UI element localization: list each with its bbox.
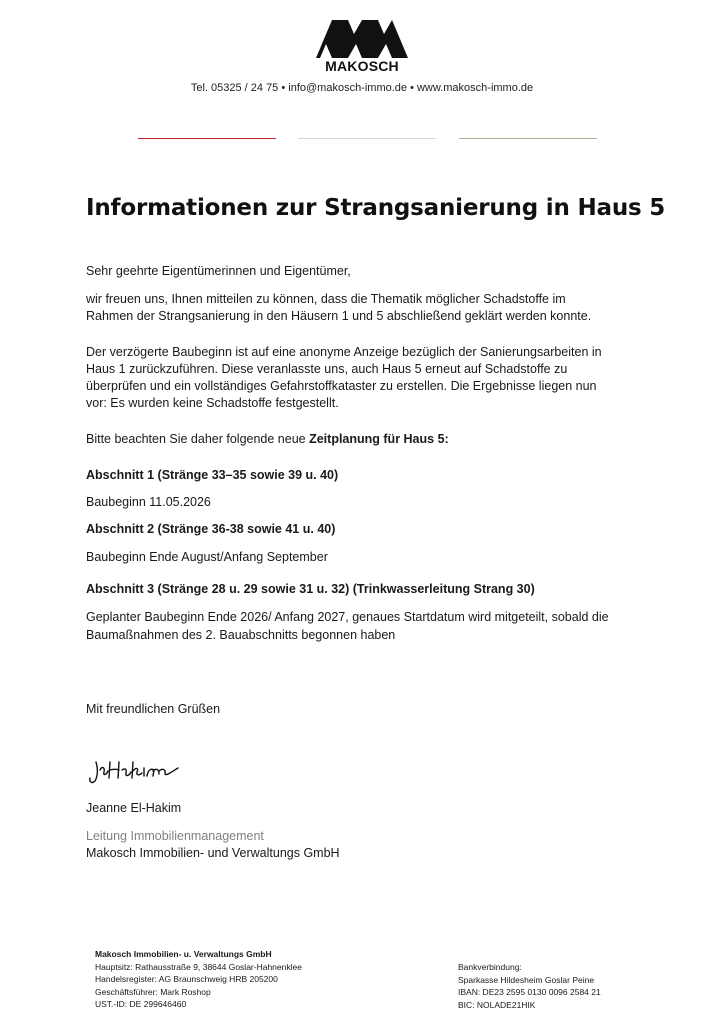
signer-name: Jeanne El-Hakim — [86, 801, 182, 815]
closing: Mit freundlichen Grüßen — [86, 702, 221, 716]
schedule-intro — [86, 431, 646, 448]
section-2-heading: Abschnitt 2 (Stränge 36-38 sowie 41 u. 40) — [86, 522, 336, 536]
salutation: Sehr geehrte Eigentümerinnen und Eigentümer, — [86, 264, 351, 278]
contact-line: Tel. 05325 / 24 75 • info@makosch-immo.de • www.makosch-immo.de — [190, 82, 534, 94]
footer-ceo: Geschäftsführer: Mark Roshop — [95, 986, 211, 997]
schedule-intro-bold: Zeitplanung für Haus 5: — [309, 432, 449, 446]
footer-bank-label: Bankverbindung: — [458, 962, 522, 972]
section-2-text: Baubeginn Ende August/Anfang September — [86, 550, 328, 564]
footer-bank-info — [458, 961, 601, 1011]
paragraph-delay-line-3: überprüfen und ein vollständiges Gefahrstoffkataster zu erstellen. Die Ergebnisse liegen nun — [86, 379, 597, 393]
footer-bank-name: Sparkasse Hildesheim Goslar Peine — [458, 974, 595, 985]
footer-headquarters: Hauptsitz: Rathausstraße 9, 38644 Goslar-Hahnenklee — [95, 961, 302, 972]
section-3-text-line-2: Baumaßnahmen des 2. Bauabschnitts begonnen haben — [86, 628, 396, 642]
section-1-text: Baubeginn 11.05.2026 — [86, 495, 211, 509]
footer-bic: BIC: NOLADE21HIK — [458, 999, 536, 1010]
paragraph-delay-line-4: vor: Es wurden keine Schadstoffe festgestellt. — [86, 396, 339, 410]
footer-register: Handelsregister: AG Braunschweig HRB 205200 — [95, 974, 278, 984]
paragraph-intro-line-2: Rahmen der Strangsanierung in den Häusern 1 und 5 abschließend geklärt werden konnte. — [86, 309, 592, 323]
signature-icon — [86, 756, 196, 786]
header-rule-red — [138, 138, 276, 139]
paragraph-intro-line-1: wir freuen uns, Ihnen mitteilen zu können, dass die Thematik möglicher Schadstoffe im — [86, 292, 566, 306]
section-1-heading: Abschnitt 1 (Stränge 33–35 sowie 39 u. 40) — [86, 468, 339, 482]
paragraph-delay-line-2: Haus 1 zurückzuführen. Diese veranlasste uns, auch Haus 5 erneut auf Schadstoffe zu — [86, 362, 568, 376]
footer-company-info — [95, 948, 302, 1011]
schedule-intro-text: Bitte beachten Sie daher folgende neue — [86, 432, 310, 446]
footer-iban: IBAN: DE23 2595 0130 0096 2584 21 — [458, 987, 601, 997]
handwritten-signature — [86, 756, 196, 786]
signer-company: Makosch Immobilien- und Verwaltungs GmbH — [86, 846, 340, 860]
paragraph-delay-line-1: Der verzögerte Baubeginn ist auf eine anonyme Anzeige bezüglich der Sanierungsarbeiten in — [86, 345, 602, 359]
footer-company-name: Makosch Immobilien- u. Verwaltungs GmbH — [95, 949, 272, 959]
section-3-heading: Abschnitt 3 (Stränge 28 u. 29 sowie 31 u. 32) (Trinkwasserleitung Strang 30) — [86, 582, 535, 596]
logo-wordmark: MAKOSCH — [325, 58, 399, 74]
section-3-text-line-1: Geplanter Baubeginn Ende 2026/ Anfang 2027, genaues Startdatum wird mitgeteilt, sobald die — [86, 610, 609, 624]
footer-vat-id: UST.-ID: DE 299646460 — [95, 999, 187, 1009]
logo-mark-icon — [316, 18, 408, 58]
company-logo — [316, 18, 408, 76]
signer-role: Leitung Immobilienmanagement — [86, 829, 264, 843]
header-rule-olive — [459, 138, 597, 139]
header-rule-gray — [298, 138, 436, 139]
page-title: Informationen zur Strangsanierung in Haus 5 — [86, 195, 666, 221]
